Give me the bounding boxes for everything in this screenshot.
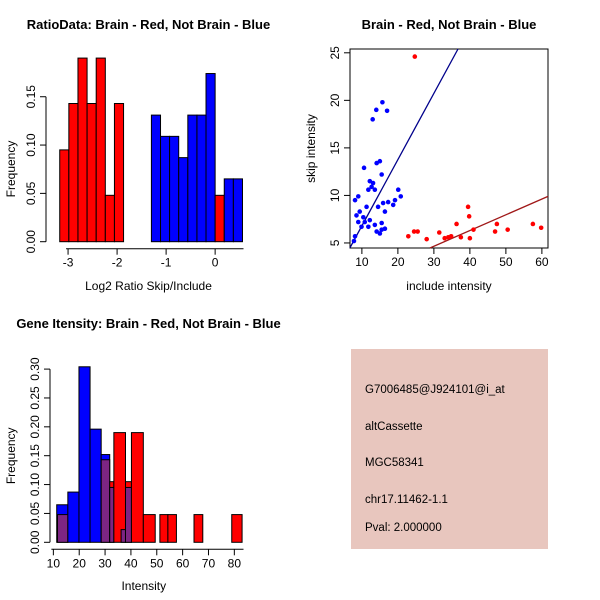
histogram-bar-blue [161, 136, 170, 241]
gene-histogram-xlabel: Intensity [121, 579, 167, 593]
x-tick-label: 10 [46, 556, 61, 571]
x-tick-label: -1 [160, 255, 172, 270]
histogram-bar-purple [57, 515, 67, 543]
scatter-point-blue [356, 194, 361, 199]
y-tick-label: 0.20 [28, 415, 42, 439]
scatter-point-blue [359, 224, 364, 229]
scatter-point-red [437, 230, 442, 235]
scatter-point-blue [362, 166, 367, 171]
histogram-bar-purple [101, 460, 110, 543]
scatter-panel [328, 46, 549, 269]
histogram-bar-red [131, 433, 143, 543]
info-pval: Pval: 2.000000 [365, 522, 442, 534]
histogram-bar-blue [188, 115, 197, 242]
scatter-point-red [495, 222, 500, 227]
histogram-bar-red [87, 104, 96, 242]
gene-histogram-panel [28, 357, 244, 570]
scatter-title: Brain - Red, Not Brain - Blue [361, 17, 537, 32]
scatter-point-red [467, 214, 472, 219]
scatter-point-blue [371, 181, 376, 186]
scatter-point-blue [357, 209, 362, 214]
gene-histogram-title: Gene Itensity: Brain - Red, Not Brain - Blue [16, 316, 281, 331]
histogram-bar-purple [110, 487, 114, 542]
scatter-point-blue [383, 226, 388, 231]
y-tick-label: 0.00 [28, 530, 42, 554]
scatter-point-red [424, 237, 429, 242]
scatter-point-blue [379, 221, 384, 226]
histogram-bar-blue [233, 179, 242, 242]
info-probe-id: G7006485@J924101@i_at [365, 384, 505, 396]
scatter-point-blue [381, 201, 386, 206]
scatter-point-red [539, 225, 544, 230]
scatter-point-red [468, 236, 473, 241]
histogram-bar-red [105, 195, 114, 241]
y-tick-label: 0.05 [28, 501, 42, 526]
scatter-point-blue [393, 198, 398, 203]
histogram-bar-purple [121, 530, 125, 543]
scatter-ylabel: skip intensity [304, 114, 318, 183]
histogram-bar-blue [68, 492, 79, 542]
y-tick-label: 0.25 [28, 386, 42, 410]
histogram-bar-blue [151, 115, 160, 242]
scatter-point-blue [383, 209, 388, 214]
scatter-point-blue [396, 187, 401, 192]
x-tick-label: 30 [427, 255, 441, 269]
histogram-bar-purple [125, 487, 131, 542]
y-tick-label: 0.00 [24, 230, 38, 254]
x-tick-label: 50 [150, 556, 164, 571]
ratio-histogram-ylabel: Frequency [4, 140, 18, 198]
x-tick-label: 20 [391, 255, 405, 269]
scatter-point-blue [366, 224, 371, 229]
scatter-point-blue [366, 187, 371, 192]
scatter-xlabel: include intensity [406, 279, 492, 293]
histogram-bar-blue [197, 115, 206, 242]
x-tick-label: 30 [98, 556, 112, 571]
scatter-point-red [454, 222, 459, 227]
info-splice-type: altCassette [365, 421, 423, 433]
scatter-point-blue [361, 215, 366, 220]
histogram-bar-blue [179, 158, 188, 242]
regression-line [430, 196, 548, 248]
histogram-bar-red [194, 515, 203, 543]
scatter-point-blue [385, 109, 390, 114]
scatter-point-blue [352, 239, 357, 244]
scatter-point-blue [364, 205, 369, 210]
scatter-point-red [466, 205, 471, 210]
x-tick-label: 40 [463, 255, 477, 269]
x-tick-label: 0 [211, 255, 219, 270]
scatter-point-red [413, 54, 418, 59]
y-tick-label: 15 [328, 141, 342, 155]
scatter-point-blue [398, 194, 403, 199]
scatter-point-blue [380, 100, 385, 105]
scatter-point-red [493, 229, 498, 234]
info-box [351, 349, 548, 549]
scatter-point-blue [353, 234, 358, 239]
x-tick-label: 60 [175, 556, 190, 571]
y-tick-label: 0.15 [24, 85, 38, 109]
histogram-bar-blue [206, 74, 215, 242]
y-tick-label: 5 [328, 239, 342, 247]
x-tick-label: -3 [62, 255, 74, 270]
ratio-histogram-xlabel: Log2 Ratio Skip/Include [85, 279, 212, 293]
scatter-point-blue [386, 200, 391, 205]
x-tick-label: 80 [227, 556, 242, 571]
y-tick-label: 0.10 [28, 472, 42, 497]
scatter-point-red [406, 234, 411, 239]
y-tick-label: 20 [328, 93, 342, 108]
y-tick-label: 0.30 [28, 357, 42, 381]
scatter-point-blue [374, 108, 379, 113]
scatter-point-red [449, 234, 454, 239]
x-tick-label: -2 [111, 255, 123, 270]
scatter-point-blue [353, 198, 358, 203]
scatter-point-red [531, 222, 536, 227]
x-tick-label: 60 [535, 255, 549, 269]
histogram-bar-red [168, 515, 177, 543]
histogram-bar-blue [170, 136, 179, 241]
scatter-point-blue [370, 117, 375, 122]
scatter-point-red [505, 227, 510, 232]
scatter-point-blue [373, 187, 378, 192]
scatter-point-blue [378, 159, 383, 164]
gene-histogram-ylabel: Frequency [4, 427, 18, 485]
plot-box [350, 49, 548, 248]
histogram-bar-red [215, 195, 224, 241]
scatter-point-blue [379, 172, 384, 177]
scatter-point-blue [391, 203, 396, 208]
y-tick-label: 0.15 [28, 444, 42, 468]
y-tick-label: 0.10 [24, 133, 38, 157]
y-tick-label: 10 [328, 188, 342, 203]
scatter-point-blue [368, 218, 373, 223]
histogram-bar-blue [224, 179, 233, 242]
histogram-bar-red [160, 515, 168, 543]
x-tick-label: 50 [499, 255, 513, 269]
info-chromosome-location: chr17.11462-1.1 [365, 494, 448, 506]
x-tick-label: 40 [124, 556, 138, 571]
scatter-point-red [459, 235, 464, 240]
histogram-bar-red [69, 104, 78, 242]
scatter-point-blue [376, 205, 381, 210]
ratio-histogram-title: RatioData: Brain - Red, Not Brain - Blue [26, 17, 271, 32]
histogram-bar-blue [90, 429, 101, 542]
histogram-bar-red [78, 58, 87, 242]
histogram-bar-red [114, 433, 126, 543]
info-gene-name: MGC58341 [365, 457, 424, 469]
regression-line [350, 49, 458, 248]
histogram-bar-blue [79, 367, 90, 543]
histogram-bar-red [96, 58, 105, 242]
scatter-point-red [471, 227, 476, 232]
scatter-point-blue [373, 223, 378, 228]
scatter-point-red [415, 229, 420, 234]
x-tick-label: 10 [355, 255, 369, 269]
ratio-histogram-panel [24, 58, 244, 270]
y-tick-label: 0.05 [24, 181, 38, 206]
scatter-point-blue [356, 220, 361, 225]
scatter-point-blue [354, 213, 359, 218]
x-tick-label: 70 [201, 556, 216, 571]
histogram-bar-red [232, 515, 242, 543]
x-tick-label: 20 [72, 556, 86, 571]
histogram-bar-red [143, 515, 155, 543]
histogram-bar-red [60, 150, 69, 242]
scatter-point-blue [362, 220, 367, 225]
histogram-bar-red [114, 104, 123, 242]
y-tick-label: 25 [328, 46, 342, 60]
